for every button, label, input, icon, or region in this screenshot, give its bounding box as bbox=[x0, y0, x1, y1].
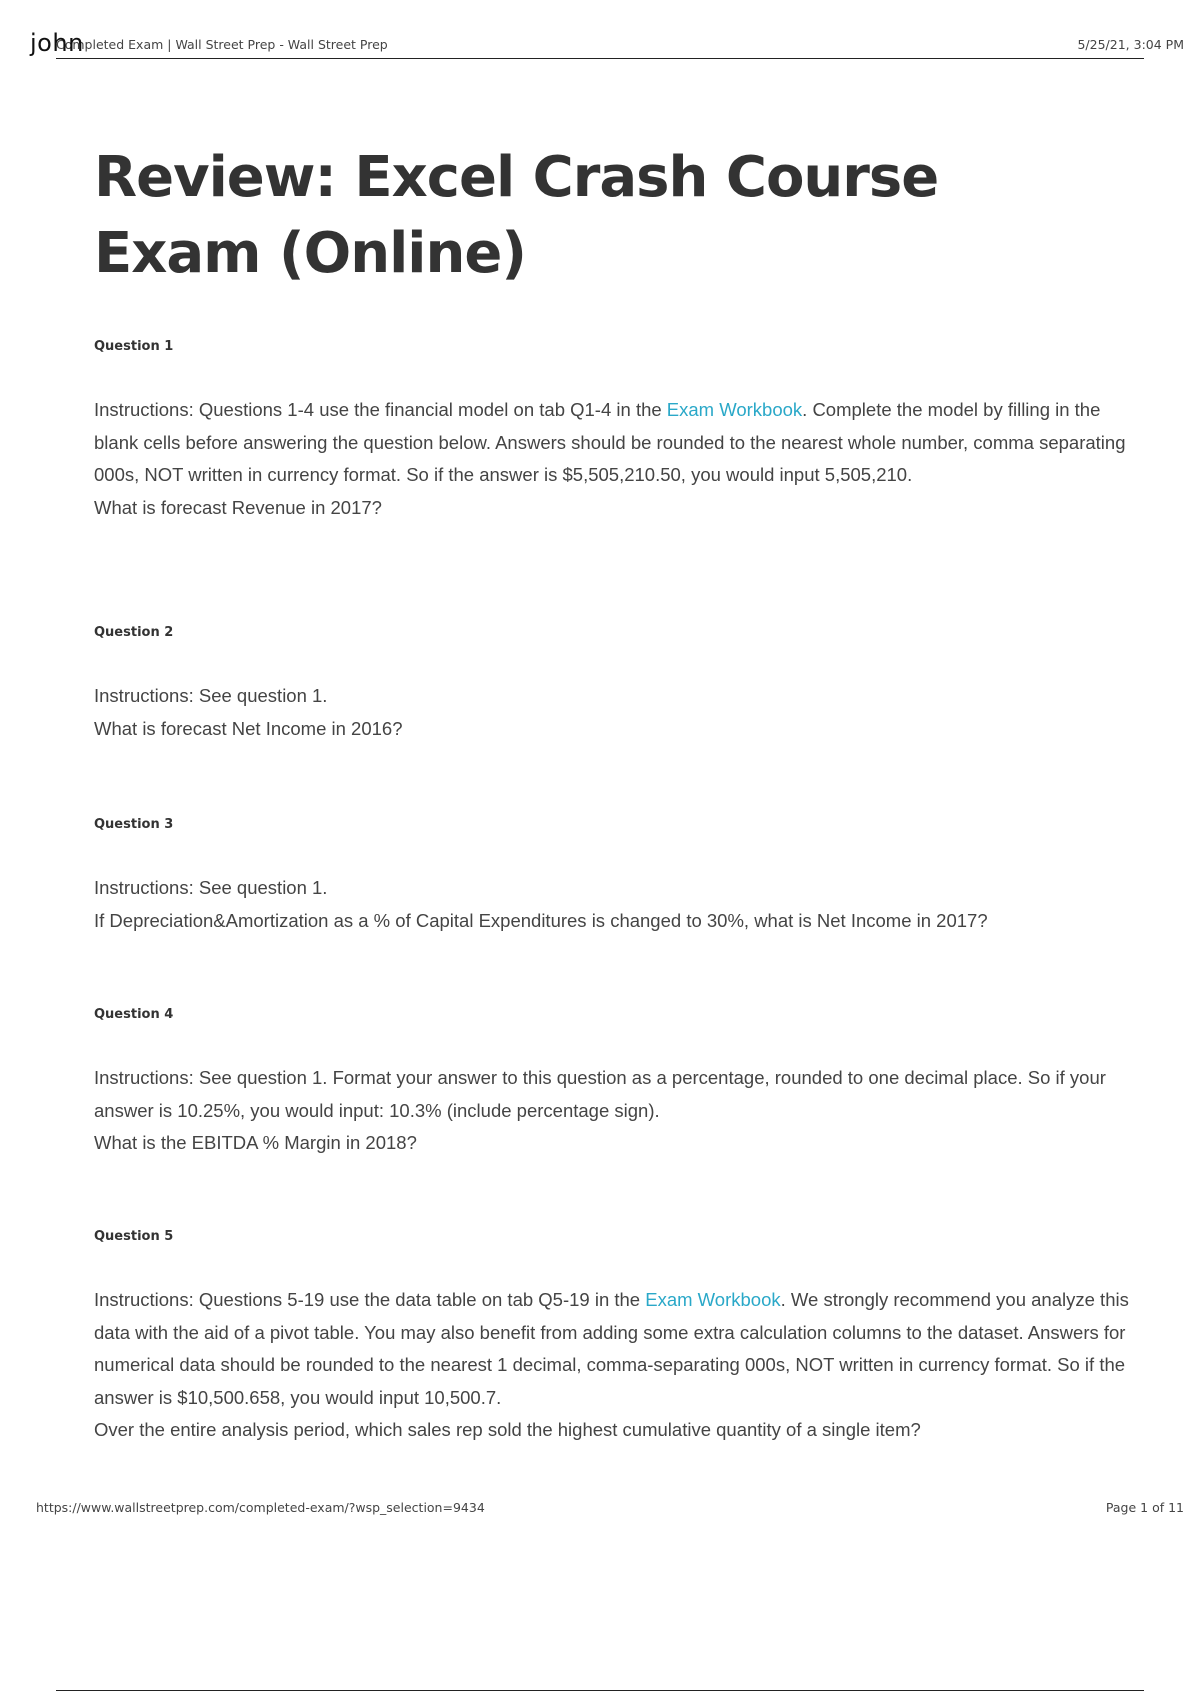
question-body bbox=[94, 1284, 1134, 1447]
page-number: Page 1 of 11 bbox=[1105, 1500, 1184, 1515]
question-body bbox=[94, 872, 1134, 937]
bottom-divider bbox=[56, 1690, 1144, 1691]
question-text: Over the entire analysis period, which sales rep sold the highest cumulative quantity of a single item? bbox=[94, 1419, 921, 1440]
question-4 bbox=[94, 1006, 1134, 1160]
question-instructions: Instructions: See question 1. Format your answer to this question as a percentage, rounded to one decimal place. So if your answer is 10.25%, you would input: 10.3% (include percentage sign). bbox=[94, 1067, 1106, 1121]
question-1 bbox=[94, 338, 1134, 524]
question-text: If Depreciation&Amortization as a % of Capital Expenditures is changed to 30%, what is Net Income in 2017? bbox=[94, 909, 988, 931]
question-body bbox=[94, 1062, 1134, 1160]
question-text: What is forecast Revenue in 2017? bbox=[94, 496, 382, 518]
question-label: Question 1 bbox=[94, 339, 174, 354]
question-instructions: Instructions: Questions 5-19 use the data table on tab Q5-19 in the Exam Workbook. We strongly recommend you analyze this data with the aid of a pivot table. You may also benefit from adding some extra calculation columns to the dataset. Answers for numerical data should be rounded to the nearest 1 decimal, comma-separating 000s, NOT written in currency format. So if the answer is $10,500.658, you would input 10,500.7. bbox=[94, 1289, 1129, 1408]
exam-workbook-link[interactable]: Exam Workbook bbox=[666, 399, 803, 420]
print-date: 5/25/21, 3:04 PM bbox=[1077, 37, 1184, 52]
print-footer bbox=[36, 1500, 1184, 1520]
question-2 bbox=[94, 624, 1134, 745]
question-instructions: Instructions: See question 1. bbox=[94, 685, 328, 706]
overlay-name: john bbox=[30, 29, 84, 57]
question-body bbox=[94, 394, 1134, 524]
question-3 bbox=[94, 816, 1134, 937]
question-label: Question 5 bbox=[94, 1229, 174, 1244]
question-body bbox=[94, 680, 1134, 745]
question-label: Question 4 bbox=[94, 1007, 174, 1022]
question-label: Question 2 bbox=[94, 625, 174, 640]
page-url: https://www.wallstreetprep.com/completed-exam/?wsp_selection=9434 bbox=[36, 1500, 485, 1515]
page-title: Review: Excel Crash Course Exam (Online) bbox=[94, 145, 939, 286]
question-instructions: Instructions: See question 1. bbox=[94, 877, 328, 898]
question-text: What is forecast Net Income in 2016? bbox=[94, 717, 403, 739]
question-label: Question 3 bbox=[94, 817, 174, 832]
exam-workbook-link[interactable]: Exam Workbook bbox=[645, 1289, 781, 1310]
question-5 bbox=[94, 1228, 1134, 1447]
browser-page-title: Completed Exam | Wall Street Prep - Wall Street Prep bbox=[56, 37, 388, 52]
question-instructions: Instructions: Questions 1-4 use the financial model on tab Q1-4 in the Exam Workbook. Complete the model by filling in the blank cells before answering the question below. Answers should be rounded to the nearest whole number, comma separating 000s, NOT written in currency format. So if the answer is $5,505,210.50, you would input 5,505,210. bbox=[94, 399, 1126, 485]
print-header bbox=[56, 36, 1184, 59]
question-text: What is the EBITDA % Margin in 2018? bbox=[94, 1132, 417, 1153]
